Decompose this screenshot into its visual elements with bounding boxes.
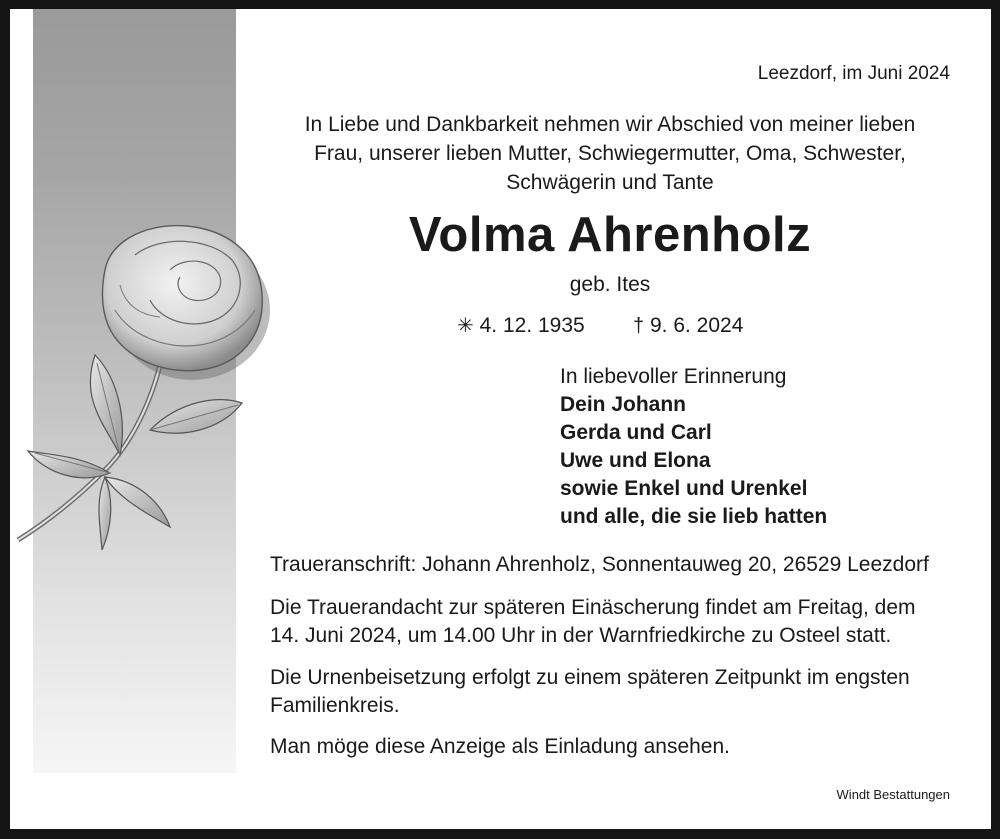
birth-date	[457, 312, 585, 340]
intro-line: Schwägerin und Tante	[506, 171, 714, 194]
cross-icon: †	[633, 315, 645, 337]
place-date: Leezdorf, im Juni 2024	[757, 63, 950, 84]
intro-line: In Liebe und Dankbarkeit nehmen wir Abschied von meiner lieben	[304, 113, 916, 136]
rose-illustration	[10, 215, 280, 565]
maiden-name: geb. Ites	[569, 273, 651, 296]
mourner-name: Gerda und Carl	[560, 421, 712, 444]
death-date	[633, 312, 743, 340]
undertaker-credit: Windt Bestattungen	[836, 787, 950, 802]
intro-text	[240, 110, 980, 197]
ceremony-info	[270, 594, 916, 650]
burial-line: Die Urnenbeisetzung erfolgt zu einem späteren Zeitpunkt im engsten	[270, 666, 910, 689]
ceremony-line: 14. Juni 2024, um 14.00 Uhr in der Warnfriedkirche zu Osteel statt.	[270, 624, 892, 647]
intro-line: Frau, unserer lieben Mutter, Schwiegermutter, Oma, Schwester,	[314, 142, 906, 165]
mourners-heading: In liebevoller Erinnerung	[560, 365, 787, 388]
deceased-name: Volma Ahrenholz	[408, 208, 812, 262]
mourning-address: Traueranschrift: Johann Ahrenholz, Sonnentauweg 20, 26529 Leezdorf	[270, 553, 929, 576]
mourner-name: Uwe und Elona	[560, 449, 711, 472]
death-date-value: 9. 6. 2024	[649, 314, 744, 337]
burial-line: Familienkreis.	[270, 694, 400, 717]
asterisk-icon: ✳	[457, 315, 474, 337]
mourners-block	[560, 363, 827, 531]
mourner-name: sowie Enkel und Urenkel	[560, 477, 808, 500]
birth-date-value: 4. 12. 1935	[479, 314, 585, 337]
mourner-name: Dein Johann	[560, 393, 687, 416]
ceremony-line: Die Trauerandacht zur späteren Einäscherung findet am Freitag, dem	[270, 596, 916, 619]
burial-info	[270, 664, 910, 720]
invitation-note: Man möge diese Anzeige als Einladung ansehen.	[270, 735, 730, 758]
mourner-name: und alle, die sie lieb hatten	[560, 505, 828, 528]
